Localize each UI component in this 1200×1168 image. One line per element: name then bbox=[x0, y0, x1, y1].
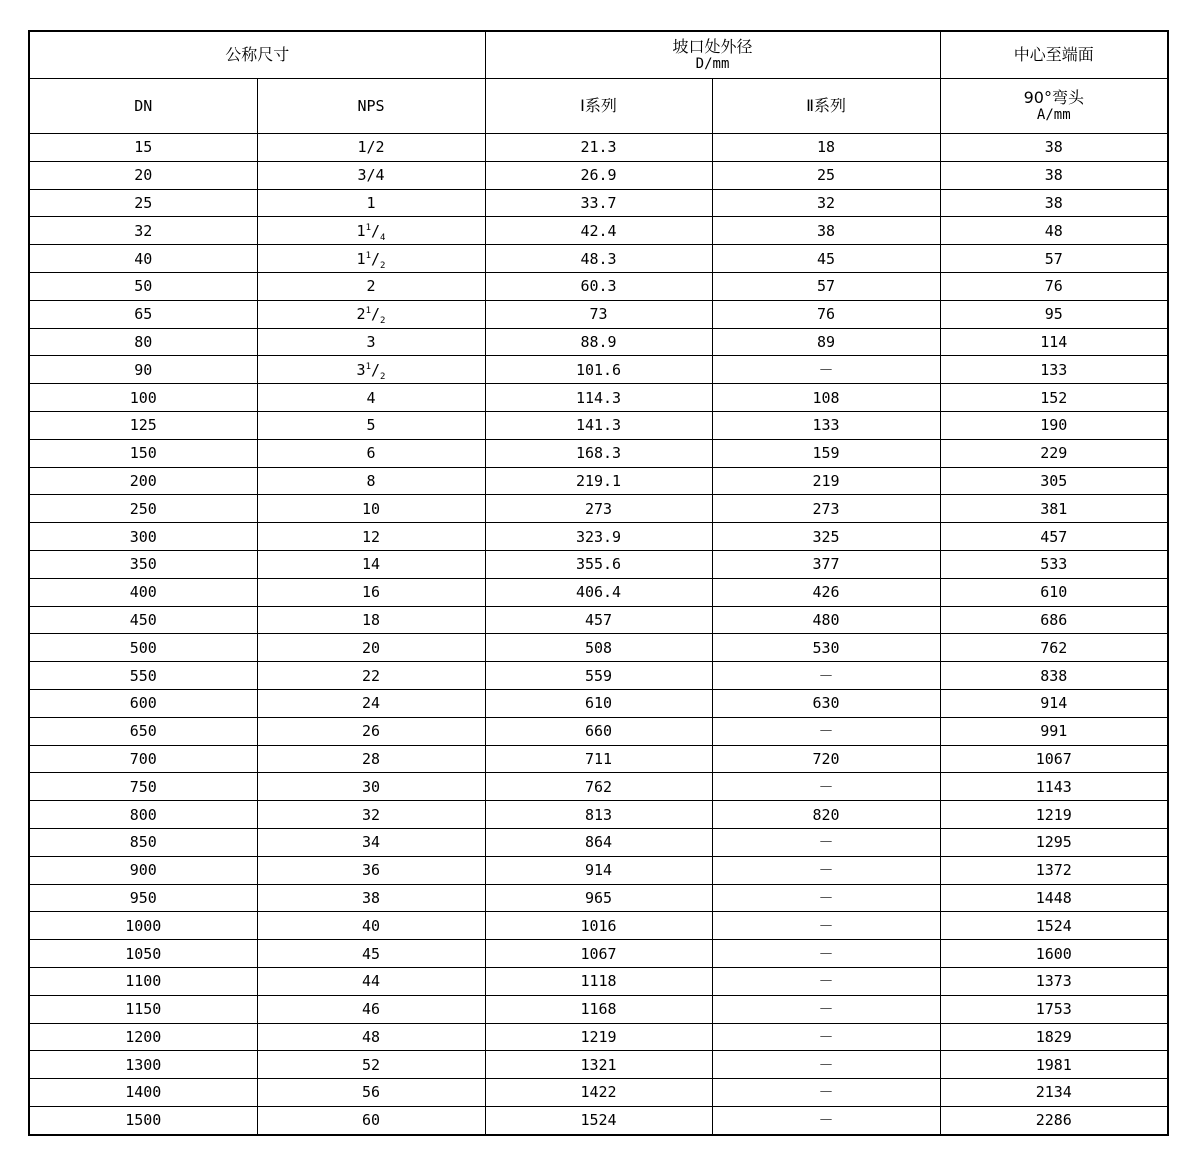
cell-series-1: 559 bbox=[485, 662, 712, 690]
cell-series-2: － bbox=[712, 940, 940, 968]
cell-elbow-a: 1295 bbox=[940, 828, 1168, 856]
cell-series-2: 219 bbox=[712, 467, 940, 495]
cell-series-1: 42.4 bbox=[485, 217, 712, 245]
cell-series-2: 377 bbox=[712, 550, 940, 578]
cell-elbow-a: 305 bbox=[940, 467, 1168, 495]
cell-elbow-a: 190 bbox=[940, 411, 1168, 439]
cell-series-1: 21.3 bbox=[485, 134, 712, 162]
table-row bbox=[29, 773, 1168, 801]
cell-nps: 24 bbox=[257, 689, 485, 717]
cell-elbow-a: 1753 bbox=[940, 995, 1168, 1023]
cell-elbow-a: 2286 bbox=[940, 1106, 1168, 1134]
cell-dn: 15 bbox=[29, 134, 257, 162]
cell-series-2: 630 bbox=[712, 689, 940, 717]
cell-nps bbox=[257, 245, 485, 273]
cell-dn: 500 bbox=[29, 634, 257, 662]
nps-denominator: 2 bbox=[380, 371, 386, 382]
cell-nps: 28 bbox=[257, 745, 485, 773]
cell-elbow-a: 381 bbox=[940, 495, 1168, 523]
cell-series-1: 1016 bbox=[485, 912, 712, 940]
cell-series-2: － bbox=[712, 717, 940, 745]
table-row bbox=[29, 523, 1168, 551]
cell-series-2: 108 bbox=[712, 384, 940, 412]
cell-series-2: 32 bbox=[712, 189, 940, 217]
nps-whole: 1 bbox=[356, 249, 366, 268]
cell-series-1: 813 bbox=[485, 801, 712, 829]
cell-nps: 56 bbox=[257, 1079, 485, 1107]
cell-dn: 65 bbox=[29, 300, 257, 328]
table-row bbox=[29, 801, 1168, 829]
cell-series-1: 355.6 bbox=[485, 550, 712, 578]
cell-dn: 550 bbox=[29, 662, 257, 690]
cell-series-2: 480 bbox=[712, 606, 940, 634]
table-row bbox=[29, 856, 1168, 884]
cell-series-2: 820 bbox=[712, 801, 940, 829]
table-row bbox=[29, 272, 1168, 300]
cell-nps: 46 bbox=[257, 995, 485, 1023]
table-row bbox=[29, 995, 1168, 1023]
nps-denominator: 4 bbox=[380, 232, 386, 243]
cell-elbow-a: 38 bbox=[940, 161, 1168, 189]
cell-series-1: 914 bbox=[485, 856, 712, 884]
cell-dn: 750 bbox=[29, 773, 257, 801]
cell-elbow-a: 38 bbox=[940, 134, 1168, 162]
table-row bbox=[29, 245, 1168, 273]
cell-dn: 32 bbox=[29, 217, 257, 245]
cell-series-2: － bbox=[712, 967, 940, 995]
cell-series-1: 114.3 bbox=[485, 384, 712, 412]
cell-series-1: 273 bbox=[485, 495, 712, 523]
cell-elbow-a: 1981 bbox=[940, 1051, 1168, 1079]
cell-nps bbox=[257, 217, 485, 245]
cell-series-1: 610 bbox=[485, 689, 712, 717]
cell-series-2: 720 bbox=[712, 745, 940, 773]
cell-dn: 1100 bbox=[29, 967, 257, 995]
cell-series-1: 88.9 bbox=[485, 328, 712, 356]
header-nps: NPS bbox=[257, 79, 485, 134]
cell-nps bbox=[257, 356, 485, 384]
header-bevel-od bbox=[485, 31, 940, 79]
cell-elbow-a: 38 bbox=[940, 189, 1168, 217]
nps-numerator: 1 bbox=[365, 222, 371, 233]
nps-numerator: 1 bbox=[365, 361, 371, 372]
cell-elbow-a: 610 bbox=[940, 578, 1168, 606]
table-row bbox=[29, 1023, 1168, 1051]
table-row bbox=[29, 1079, 1168, 1107]
cell-elbow-a: 2134 bbox=[940, 1079, 1168, 1107]
cell-series-1: 1067 bbox=[485, 940, 712, 968]
cell-elbow-a: 914 bbox=[940, 689, 1168, 717]
table-row bbox=[29, 300, 1168, 328]
cell-elbow-a: 762 bbox=[940, 634, 1168, 662]
cell-nps: 52 bbox=[257, 1051, 485, 1079]
cell-nps: 2 bbox=[257, 272, 485, 300]
cell-nps: 12 bbox=[257, 523, 485, 551]
cell-dn: 250 bbox=[29, 495, 257, 523]
nps-denominator: 2 bbox=[380, 260, 386, 271]
cell-series-1: 1219 bbox=[485, 1023, 712, 1051]
cell-elbow-a: 686 bbox=[940, 606, 1168, 634]
nps-whole: 2 bbox=[356, 305, 366, 324]
cell-elbow-a: 1067 bbox=[940, 745, 1168, 773]
cell-dn: 900 bbox=[29, 856, 257, 884]
cell-nps: 30 bbox=[257, 773, 485, 801]
cell-series-2: － bbox=[712, 1106, 940, 1134]
cell-series-1: 660 bbox=[485, 717, 712, 745]
cell-series-2: 25 bbox=[712, 161, 940, 189]
cell-dn: 1050 bbox=[29, 940, 257, 968]
cell-series-1: 33.7 bbox=[485, 189, 712, 217]
cell-elbow-a: 152 bbox=[940, 384, 1168, 412]
cell-nps: 5 bbox=[257, 411, 485, 439]
table-row bbox=[29, 912, 1168, 940]
cell-elbow-a: 114 bbox=[940, 328, 1168, 356]
table-row bbox=[29, 662, 1168, 690]
table-row bbox=[29, 689, 1168, 717]
table-row bbox=[29, 356, 1168, 384]
pipe-elbow-dimension-table bbox=[28, 30, 1169, 1136]
nps-denominator: 2 bbox=[380, 316, 386, 327]
cell-elbow-a: 57 bbox=[940, 245, 1168, 273]
cell-elbow-a: 133 bbox=[940, 356, 1168, 384]
cell-series-1: 26.9 bbox=[485, 161, 712, 189]
cell-series-2: 18 bbox=[712, 134, 940, 162]
cell-series-2: － bbox=[712, 356, 940, 384]
cell-nps: 60 bbox=[257, 1106, 485, 1134]
cell-elbow-a: 1829 bbox=[940, 1023, 1168, 1051]
cell-nps: 32 bbox=[257, 801, 485, 829]
table-row bbox=[29, 189, 1168, 217]
table-row bbox=[29, 495, 1168, 523]
cell-nps: 3/4 bbox=[257, 161, 485, 189]
cell-nps: 34 bbox=[257, 828, 485, 856]
cell-series-2: － bbox=[712, 1051, 940, 1079]
table-row bbox=[29, 1106, 1168, 1134]
table-row bbox=[29, 328, 1168, 356]
table-body bbox=[29, 134, 1168, 1135]
table-row bbox=[29, 439, 1168, 467]
nps-whole: 1 bbox=[356, 221, 366, 240]
header-bevel-od-label: 坡口处外径 bbox=[672, 36, 753, 56]
cell-dn: 1400 bbox=[29, 1079, 257, 1107]
nps-slash: / bbox=[371, 305, 381, 324]
table-row bbox=[29, 634, 1168, 662]
cell-nps: 26 bbox=[257, 717, 485, 745]
cell-nps: 16 bbox=[257, 578, 485, 606]
cell-series-2: － bbox=[712, 884, 940, 912]
table-row bbox=[29, 828, 1168, 856]
cell-nps: 1 bbox=[257, 189, 485, 217]
nps-slash: / bbox=[371, 360, 381, 379]
cell-dn: 80 bbox=[29, 328, 257, 356]
cell-nps: 45 bbox=[257, 940, 485, 968]
cell-dn: 40 bbox=[29, 245, 257, 273]
cell-nps: 38 bbox=[257, 884, 485, 912]
table-row bbox=[29, 940, 1168, 968]
cell-nps: 14 bbox=[257, 550, 485, 578]
header-series-1: Ⅰ系列 bbox=[485, 79, 712, 134]
cell-series-1: 457 bbox=[485, 606, 712, 634]
cell-elbow-a: 533 bbox=[940, 550, 1168, 578]
cell-dn: 90 bbox=[29, 356, 257, 384]
cell-dn: 1150 bbox=[29, 995, 257, 1023]
cell-nps: 1/2 bbox=[257, 134, 485, 162]
cell-series-2: 273 bbox=[712, 495, 940, 523]
table-row bbox=[29, 467, 1168, 495]
cell-dn: 1500 bbox=[29, 1106, 257, 1134]
cell-series-1: 1422 bbox=[485, 1079, 712, 1107]
cell-series-2: 159 bbox=[712, 439, 940, 467]
cell-series-2: － bbox=[712, 828, 940, 856]
cell-nps: 22 bbox=[257, 662, 485, 690]
header-elbow-unit: A/mm bbox=[1036, 106, 1071, 123]
header-dn: DN bbox=[29, 79, 257, 134]
table-row bbox=[29, 1051, 1168, 1079]
cell-series-1: 1321 bbox=[485, 1051, 712, 1079]
table-row bbox=[29, 134, 1168, 162]
cell-series-2: 133 bbox=[712, 411, 940, 439]
cell-series-2: 426 bbox=[712, 578, 940, 606]
table-row bbox=[29, 717, 1168, 745]
cell-elbow-a: 991 bbox=[940, 717, 1168, 745]
cell-series-1: 864 bbox=[485, 828, 712, 856]
cell-series-1: 965 bbox=[485, 884, 712, 912]
cell-series-2: 530 bbox=[712, 634, 940, 662]
table-row bbox=[29, 884, 1168, 912]
cell-series-2: － bbox=[712, 856, 940, 884]
cell-dn: 50 bbox=[29, 272, 257, 300]
cell-elbow-a: 76 bbox=[940, 272, 1168, 300]
cell-dn: 150 bbox=[29, 439, 257, 467]
cell-nps bbox=[257, 300, 485, 328]
cell-series-1: 101.6 bbox=[485, 356, 712, 384]
nps-numerator: 1 bbox=[365, 250, 371, 261]
cell-series-2: 57 bbox=[712, 272, 940, 300]
cell-dn: 20 bbox=[29, 161, 257, 189]
cell-series-1: 323.9 bbox=[485, 523, 712, 551]
cell-series-2: － bbox=[712, 1023, 940, 1051]
nps-slash: / bbox=[371, 221, 381, 240]
header-center-to-end: 中心至端面 bbox=[940, 31, 1168, 79]
cell-series-2: － bbox=[712, 912, 940, 940]
header-bevel-od-unit: D/mm bbox=[695, 55, 730, 72]
cell-nps: 3 bbox=[257, 328, 485, 356]
header-elbow-label: 90°弯头 bbox=[1023, 87, 1084, 107]
cell-series-2: － bbox=[712, 773, 940, 801]
cell-nps: 10 bbox=[257, 495, 485, 523]
cell-series-2: － bbox=[712, 995, 940, 1023]
cell-series-2: 38 bbox=[712, 217, 940, 245]
table-row bbox=[29, 217, 1168, 245]
cell-elbow-a: 457 bbox=[940, 523, 1168, 551]
cell-dn: 350 bbox=[29, 550, 257, 578]
cell-series-2: － bbox=[712, 1079, 940, 1107]
cell-series-1: 406.4 bbox=[485, 578, 712, 606]
cell-elbow-a: 1524 bbox=[940, 912, 1168, 940]
cell-series-1: 711 bbox=[485, 745, 712, 773]
cell-series-1: 141.3 bbox=[485, 411, 712, 439]
cell-dn: 300 bbox=[29, 523, 257, 551]
cell-elbow-a: 1448 bbox=[940, 884, 1168, 912]
table-row bbox=[29, 606, 1168, 634]
cell-elbow-a: 1143 bbox=[940, 773, 1168, 801]
cell-elbow-a: 229 bbox=[940, 439, 1168, 467]
cell-nps: 44 bbox=[257, 967, 485, 995]
cell-series-1: 48.3 bbox=[485, 245, 712, 273]
table-row bbox=[29, 384, 1168, 412]
cell-elbow-a: 1219 bbox=[940, 801, 1168, 829]
cell-dn: 950 bbox=[29, 884, 257, 912]
nps-numerator: 1 bbox=[365, 306, 371, 317]
cell-nps: 18 bbox=[257, 606, 485, 634]
cell-nps: 48 bbox=[257, 1023, 485, 1051]
cell-nps: 40 bbox=[257, 912, 485, 940]
cell-series-2: － bbox=[712, 662, 940, 690]
cell-dn: 1300 bbox=[29, 1051, 257, 1079]
cell-dn: 800 bbox=[29, 801, 257, 829]
cell-dn: 650 bbox=[29, 717, 257, 745]
header-nominal-size: 公称尺寸 bbox=[29, 31, 485, 79]
cell-dn: 1200 bbox=[29, 1023, 257, 1051]
cell-series-2: 325 bbox=[712, 523, 940, 551]
cell-elbow-a: 1373 bbox=[940, 967, 1168, 995]
cell-elbow-a: 48 bbox=[940, 217, 1168, 245]
cell-dn: 100 bbox=[29, 384, 257, 412]
cell-series-1: 1118 bbox=[485, 967, 712, 995]
table-row bbox=[29, 967, 1168, 995]
cell-series-1: 60.3 bbox=[485, 272, 712, 300]
table-row bbox=[29, 578, 1168, 606]
cell-dn: 125 bbox=[29, 411, 257, 439]
cell-elbow-a: 95 bbox=[940, 300, 1168, 328]
cell-elbow-a: 838 bbox=[940, 662, 1168, 690]
cell-series-1: 762 bbox=[485, 773, 712, 801]
cell-nps: 6 bbox=[257, 439, 485, 467]
header-series-2: Ⅱ系列 bbox=[712, 79, 940, 134]
cell-series-2: 89 bbox=[712, 328, 940, 356]
cell-dn: 850 bbox=[29, 828, 257, 856]
cell-series-2: 76 bbox=[712, 300, 940, 328]
cell-dn: 450 bbox=[29, 606, 257, 634]
nps-slash: / bbox=[371, 249, 381, 268]
cell-nps: 20 bbox=[257, 634, 485, 662]
header-elbow bbox=[940, 79, 1168, 134]
cell-series-1: 508 bbox=[485, 634, 712, 662]
cell-series-2: 45 bbox=[712, 245, 940, 273]
cell-dn: 400 bbox=[29, 578, 257, 606]
nps-whole: 3 bbox=[356, 360, 366, 379]
cell-nps: 8 bbox=[257, 467, 485, 495]
cell-dn: 700 bbox=[29, 745, 257, 773]
cell-series-1: 168.3 bbox=[485, 439, 712, 467]
cell-nps: 36 bbox=[257, 856, 485, 884]
cell-series-1: 219.1 bbox=[485, 467, 712, 495]
table-row bbox=[29, 161, 1168, 189]
table-row bbox=[29, 550, 1168, 578]
cell-series-1: 73 bbox=[485, 300, 712, 328]
cell-nps: 4 bbox=[257, 384, 485, 412]
cell-dn: 600 bbox=[29, 689, 257, 717]
cell-series-1: 1168 bbox=[485, 995, 712, 1023]
table-row bbox=[29, 411, 1168, 439]
cell-dn: 25 bbox=[29, 189, 257, 217]
table-row bbox=[29, 745, 1168, 773]
cell-elbow-a: 1600 bbox=[940, 940, 1168, 968]
cell-elbow-a: 1372 bbox=[940, 856, 1168, 884]
cell-dn: 200 bbox=[29, 467, 257, 495]
cell-series-1: 1524 bbox=[485, 1106, 712, 1134]
cell-dn: 1000 bbox=[29, 912, 257, 940]
